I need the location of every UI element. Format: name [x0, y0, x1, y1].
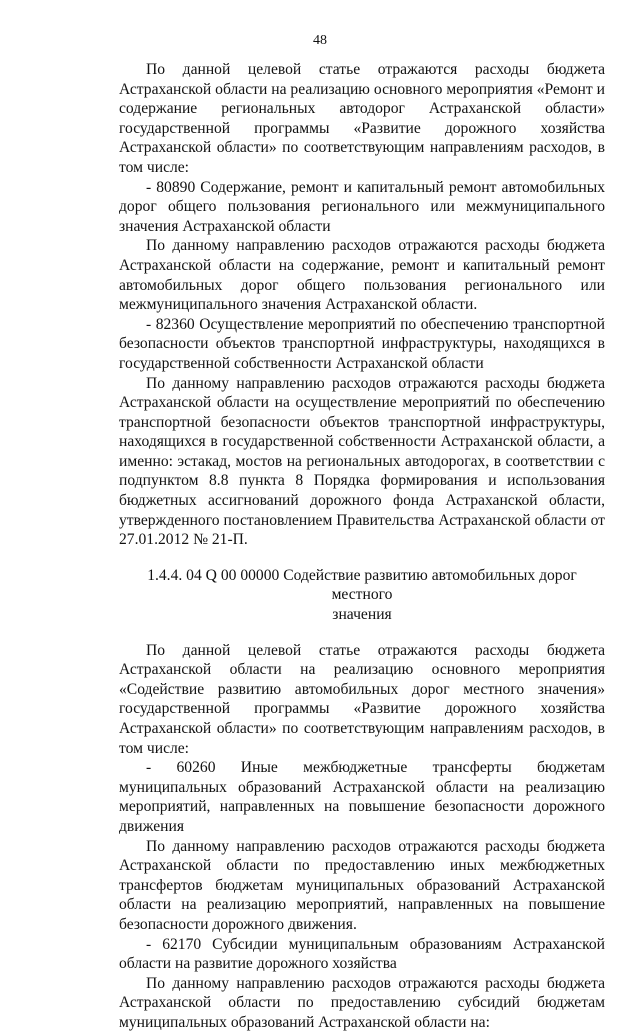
section-a-intro-paragraph: По данной целевой статье отражаются расходы бюджета Астраханской области на реализацию основного мероприятия «Ремонт и содержание региональных автодорог Астраханской области» государственной программы «Развитие дорожного хозяйства Астраханской области» по соответствующим направлениям расходов, в том числе: [119, 61, 605, 176]
item-82360-description: По данному направлению расходов отражаются расходы бюджета Астраханской области на осуществление мероприятий по обеспечению транспортной безопасности объектов транспортной инфраструктуры, находящихся в государственной собственности Астраханской области, а именно: эстакад, мостов на региональных автодорогах, в соответствии с подпунктом 8.8 пункта 8 Порядка формирования и использования бюджетных ассигнований дорожного фонда Астраханской области, утвержденного постановлением Правительства Астраханской области от 27.01.2012 № 21-П. [119, 374, 605, 549]
item-82360: - 82360 Осуществление мероприятий по обеспечению транспортной безопасности объектов транспортной инфраструктуры, находящихся в государственной собственности Астраханской области [119, 315, 605, 372]
item-62170-description: По данному направлению расходов отражаются расходы бюджета Астраханской области по предоставлению субсидий бюджетам муниципальных образований Астраханской области на: [119, 974, 605, 1031]
item-60260-description: По данному направлению расходов отражаются расходы бюджета Астраханской области по предоставлению иных межбюджетных трансфертов бюджетам муниципальных образований Астраханской области на реализацию мероприятий, направленных на повышение безопасности дорожного движения. [119, 837, 605, 933]
page-body [119, 60, 605, 1033]
item-60260: - 60260 Иные межбюджетные трансферты бюджетам муниципальных образований Астраханской области на реализацию мероприятий, направленных на повышение безопасности дорожного движения [119, 759, 605, 835]
section-b-intro-paragraph: По данной целевой статье отражаются расходы бюджета Астраханской области на реализацию основного мероприятия «Содействие развитию автомобильных дорог местного значения» государственной программы «Развитие дорожного хозяйства Астраханской области» по соответствующим направлениям расходов, в том числе: [119, 641, 605, 757]
item-80890-description: По данному направлению расходов отражаются расходы бюджета Астраханской области на содержание, ремонт и капитальный ремонт автомобильных дорог общего пользования регионального или межмуниципального значения Астраханской области. [119, 237, 605, 314]
section-heading [119, 566, 605, 625]
item-62170: - 62170 Субсидии муниципальным образованиям Астраханской области на развитие дорожного хозяйства [119, 935, 605, 973]
section-heading-line-2: значения [332, 606, 392, 624]
page-number: 48 [313, 33, 327, 48]
section-heading-line-1: 1.4.4. 04 Q 00 00000 Содействие развитию автомобильных дорог местного [147, 566, 577, 604]
item-80890: - 80890 Содержание, ремонт и капитальный ремонт автомобильных дорог общего пользования регионального или межмуниципального значения Астраханской области [119, 178, 605, 235]
